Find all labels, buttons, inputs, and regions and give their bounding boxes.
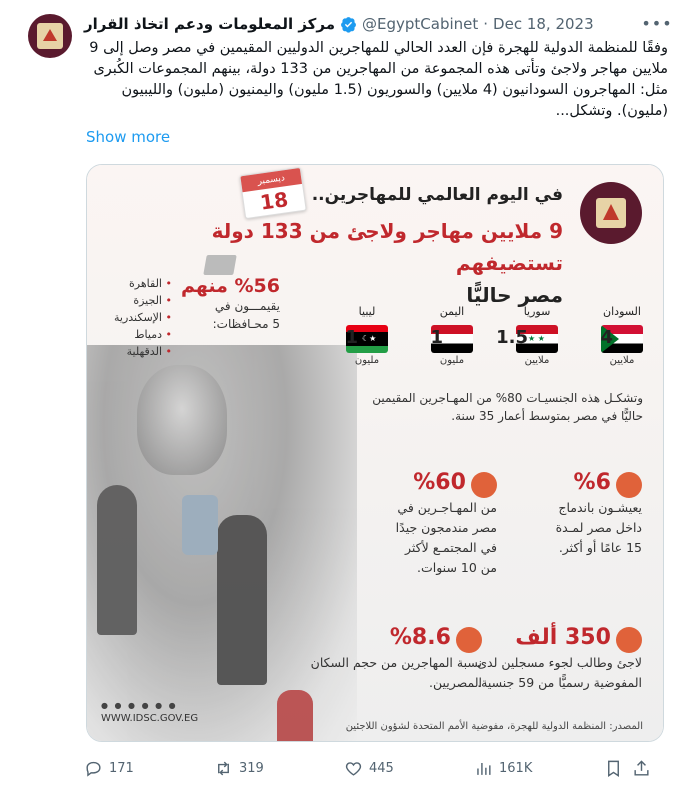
stat-60-line: من 10 سنوات. (417, 559, 497, 575)
stat-350-line: المفوضية رسميًّا من 59 جنسية. (477, 674, 642, 690)
refugee-icon (616, 627, 642, 653)
headline-line-1: 9 ملايين مهاجر ولاجئ من 133 دولة تستضيفهم (211, 219, 563, 275)
tweet-header (84, 12, 604, 36)
stat-60-pct: %60 (413, 470, 466, 495)
flag-unit: مليون (354, 355, 380, 366)
action-bar (84, 756, 668, 780)
like-button[interactable] (344, 759, 474, 778)
stat-350-pct: 350 ألف (515, 625, 611, 650)
child-image (137, 365, 227, 475)
retweet-count: 319 (239, 760, 264, 776)
flag-number: 4 (600, 327, 613, 348)
flag-country: اليمن (439, 305, 465, 318)
calendar-month: ديسمبر (240, 168, 302, 192)
figure-image (217, 515, 267, 685)
flag-col-yemen (417, 305, 487, 385)
stat-350-line: لاجئ وطالب لجوء مسجلين لدى (477, 654, 642, 670)
heart-icon (344, 759, 363, 778)
flags-row (327, 305, 657, 385)
stat-6-box (507, 470, 642, 558)
bookmark-icon (604, 759, 623, 778)
stat-56-line2: 5 محـافظات: (212, 317, 280, 331)
governorate-list (97, 275, 172, 360)
stat-86-line: نسبة المهاجرين من حجم السكان (310, 654, 482, 670)
idsc-logo (580, 182, 642, 244)
infographic-card[interactable] (86, 164, 664, 742)
flag-unit: ملايين (609, 355, 635, 366)
stat-60-line: مصر مندمجون جيدًا (395, 519, 497, 535)
author-handle[interactable]: @EgyptCabinet (362, 15, 479, 33)
show-more-link[interactable]: Show more (86, 128, 171, 146)
flag-country: السودان (603, 305, 641, 318)
stat-56-line1: يقيمـــون في (214, 299, 280, 313)
child-red-image (277, 690, 313, 742)
more-options-icon[interactable]: ••• (641, 13, 673, 33)
flag-number: 1.5 (496, 327, 528, 348)
flag-col-syria (496, 305, 572, 385)
stat-80-line1: وتشكـل هذه الجنسيـات 80% من المهـاجرين المقيمين (372, 391, 643, 405)
governorate-item: • دمياط (97, 326, 172, 343)
idsc-logo-icon (37, 23, 63, 49)
governorate-item: • القاهرة (97, 275, 172, 292)
governorate-item: • الإسكندرية (97, 309, 172, 326)
infographic-title: في اليوم العالمي للمهاجرين.. (311, 185, 563, 205)
tweet-date[interactable]: Dec 18, 2023 (493, 15, 594, 33)
flag-number: 1 (430, 327, 443, 348)
stat-6-line: يعيشـون باندماج (558, 499, 642, 515)
stat-86-pct: %8.6 (389, 625, 451, 650)
stat-6-line: 15 عامًا أو أكثر. (558, 539, 642, 555)
avatar[interactable] (28, 14, 72, 58)
views-count: 161K (499, 760, 533, 776)
source-line: المصدر: المنظمة الدولية للهجرة، مفوضية الأمم المتحدة لشؤون اللاجئين (345, 721, 643, 732)
calendar-day: 18 (258, 187, 290, 215)
calendar-icon (239, 167, 307, 219)
stat-60-box (357, 470, 497, 578)
share-icon (632, 759, 651, 778)
flag-number: 1 (345, 327, 358, 348)
stat-86-line: المصريين. (429, 674, 482, 690)
share-button[interactable] (632, 759, 660, 778)
retweet-button[interactable] (214, 759, 344, 778)
reply-count: 171 (109, 760, 134, 776)
flag-unit: ملايين (524, 355, 550, 366)
stat-56-box (172, 275, 280, 357)
stat-60-line: من المهـاجـرين في (397, 499, 497, 515)
flag-unit: مليون (439, 355, 465, 366)
social-icons: ● ● ● ● ● ● (101, 701, 178, 710)
bookmark-button[interactable] (604, 759, 632, 778)
reply-button[interactable] (84, 759, 214, 778)
author-name[interactable]: مركز المعلومات ودعم اتخاذ القرار (84, 15, 336, 33)
website-url: WWW.IDSC.GOV.EG (101, 713, 199, 724)
people-icon (471, 472, 497, 498)
stat-6-line: داخل مصر لمـدة (555, 519, 642, 535)
headline-line-2: مصر حاليًّا (466, 283, 563, 307)
idsc-logo-icon (596, 198, 626, 228)
flag-country: ليبيا (358, 305, 376, 318)
tweet-text: وفقًا للمنظمة الدولية للهجرة فإن العدد الحالي للمهاجرين الدوليين المقيمين في مصر وصل إلى 9 ملايين مهاجر ولاجئ وتأتى هذه المجموعة من المهاجرين من 133 دولة، بينهم المجموعات الكُبرى مثل: المهاجرون السودانيون (4 ملايين) والسوريون (1.5 مليون) واليمنيون (مليون) والليبيون (مليون). وتشكل... (89, 40, 668, 119)
egypt-map-icon (203, 255, 237, 275)
syria-flag-icon: ★ ★ (516, 325, 558, 353)
governorate-item: • الجيزة (97, 292, 172, 309)
figure-image (97, 485, 137, 635)
flag-col-libya (332, 305, 402, 385)
flag-col-sudan (587, 305, 657, 385)
views-icon (474, 759, 493, 778)
stat-350-box (427, 625, 642, 693)
flag-country: سوريا (523, 305, 551, 318)
governorate-item: • الدقهلية (97, 343, 172, 360)
bag-image (182, 495, 218, 555)
header-separator: · (483, 15, 489, 33)
stat-80-text (303, 389, 643, 425)
views-button[interactable] (474, 759, 604, 778)
verified-badge-icon (340, 16, 357, 33)
stat-80-line2: حاليًّا في مصر بمتوسط أعمار 35 سنة. (451, 409, 643, 423)
hands-icon (616, 472, 642, 498)
retweet-icon (214, 759, 233, 778)
like-count: 445 (369, 760, 394, 776)
stat-60-line: في المجتمـع لأكثر (405, 539, 497, 555)
stat-56-pct: %56 منهم (180, 275, 280, 297)
reply-icon (84, 759, 103, 778)
stat-6-pct: %6 (573, 470, 611, 495)
libya-flag-icon: ☾★ (346, 325, 388, 353)
